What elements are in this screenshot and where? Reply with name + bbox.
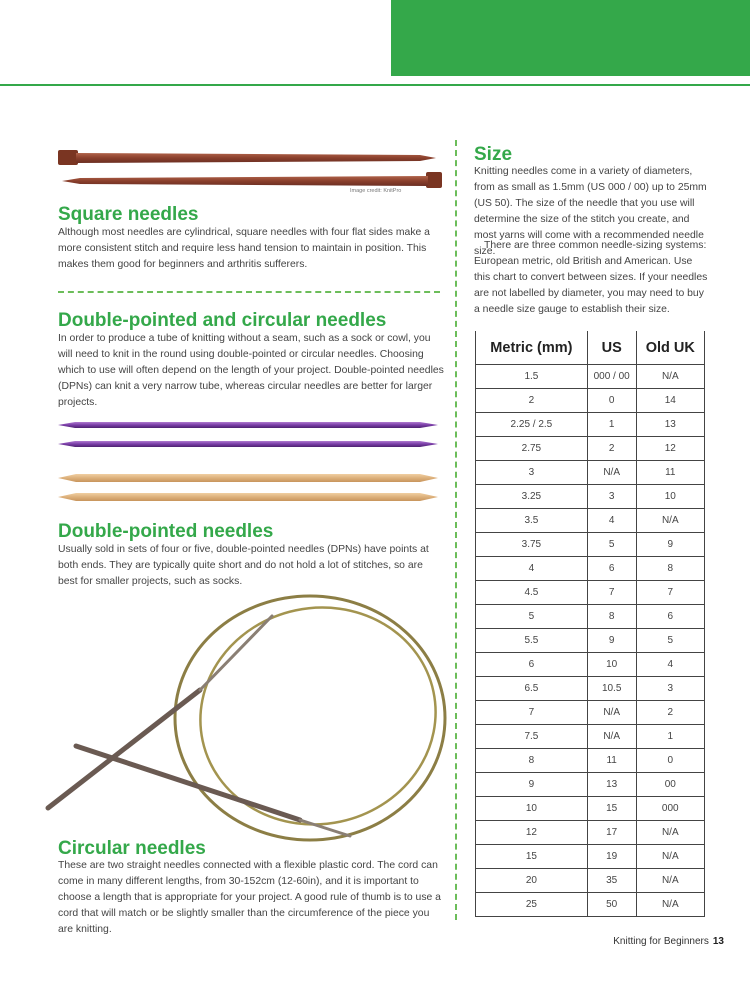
square-needle-bottom: [62, 172, 442, 188]
cell-us: 11: [587, 749, 636, 773]
cell-us: 3: [587, 485, 636, 509]
cell-old-uk: 11: [636, 461, 704, 485]
footer-title: Knitting for Beginners: [613, 936, 709, 947]
table-row: [476, 749, 705, 773]
table-row: [476, 773, 705, 797]
cell-us: 19: [587, 845, 636, 869]
cell-metric: 6.5: [476, 677, 588, 701]
image-credit: Image credit: KnitPro: [350, 188, 402, 194]
circular-needle-art: [48, 586, 456, 846]
cell-us: 50: [587, 893, 636, 917]
cell-metric: 3: [476, 461, 588, 485]
cell-metric: 7: [476, 701, 588, 725]
table-row: [476, 701, 705, 725]
cell-metric: 2.75: [476, 437, 588, 461]
cell-old-uk: 13: [636, 413, 704, 437]
cell-old-uk: 7: [636, 581, 704, 605]
cell-us: 5: [587, 533, 636, 557]
dpn-heading: Double-pointed needles: [58, 521, 274, 542]
table-row: [476, 533, 705, 557]
cell-us: N/A: [587, 725, 636, 749]
cell-old-uk: 4: [636, 653, 704, 677]
cell-old-uk: 2: [636, 701, 704, 725]
square-needles-heading: Square needles: [58, 204, 199, 225]
cell-us: 10: [587, 653, 636, 677]
cell-us: 2: [587, 437, 636, 461]
square-needle-top: [58, 150, 436, 165]
cell-old-uk: N/A: [636, 509, 704, 533]
cell-us: 000 / 00: [587, 365, 636, 389]
purple-dpn-2: [58, 441, 438, 447]
table-row: [476, 413, 705, 437]
needle-size-table: [475, 331, 705, 917]
cell-old-uk: 12: [636, 437, 704, 461]
cell-us: 1: [587, 413, 636, 437]
cell-old-uk: 000: [636, 797, 704, 821]
cell-metric: 9: [476, 773, 588, 797]
table-row: [476, 821, 705, 845]
cell-old-uk: 00: [636, 773, 704, 797]
cell-metric: 2.25 / 2.5: [476, 413, 588, 437]
header-old-uk: Old UK: [636, 331, 704, 365]
cell-us: 10.5: [587, 677, 636, 701]
dpc-heading: Double-pointed and circular needles: [58, 310, 387, 331]
cell-metric: 15: [476, 845, 588, 869]
cell-metric: 3.5: [476, 509, 588, 533]
bamboo-dpn-1: [58, 474, 438, 482]
table-row: [476, 365, 705, 389]
header-metric: Metric (mm): [476, 331, 588, 365]
circular-text: These are two straight needles connected with a flexible plastic cord. The cord can come in many different lengths, from 30-152cm (12-60in), and it is important to choose a length that is appropriate for your project. A good rule of thumb is to use a cord that will match or be slightly smaller than the circumference of the piece you are knitting.: [58, 860, 441, 935]
table-row: [476, 653, 705, 677]
cell-old-uk: 0: [636, 749, 704, 773]
cell-old-uk: 6: [636, 605, 704, 629]
header-us: US: [587, 331, 636, 365]
cell-old-uk: 14: [636, 389, 704, 413]
table-row: [476, 893, 705, 917]
size-paragraph-2: There are three common needle-sizing systems: European metric, old British and American. Use this chart to convert between sizes. If your needles are not labelled by diameter, you may need to buy a needle size gauge to establish their size.: [474, 240, 708, 315]
cell-metric: 6: [476, 653, 588, 677]
table-row: [476, 725, 705, 749]
cell-old-uk: N/A: [636, 821, 704, 845]
page-footer: [613, 936, 724, 947]
cell-us: 13: [587, 773, 636, 797]
cell-us: N/A: [587, 461, 636, 485]
table-row: [476, 677, 705, 701]
table-row: [476, 629, 705, 653]
cell-metric: 20: [476, 869, 588, 893]
cell-us: 8: [587, 605, 636, 629]
cell-us: 4: [587, 509, 636, 533]
cell-us: 17: [587, 821, 636, 845]
cell-metric: 5.5: [476, 629, 588, 653]
cell-old-uk: 9: [636, 533, 704, 557]
table-row: [476, 869, 705, 893]
dpn-text: Usually sold in sets of four or five, double-pointed needles (DPNs) have points at both ends. They are typically quite short and do not hold a lot of stitches, so are best for smaller projects, such as socks.: [58, 544, 429, 587]
table-row: [476, 509, 705, 533]
cell-old-uk: 8: [636, 557, 704, 581]
dpc-text: In order to produce a tube of knitting without a seam, such as a sock or cowl, you will need to knit in the round using double-pointed or circular needles. Choosing which to use will often depend on the length of your project. Double-pointed needles (DPNs) can knit a very narrow tube, whereas circular needles are better for larger projects.: [58, 333, 444, 408]
cell-metric: 2: [476, 389, 588, 413]
cell-old-uk: 5: [636, 629, 704, 653]
size-paragraph-1: Knitting needles come in a variety of diameters, from as small as 1.5mm (US 000 / 00) up to 25mm (US 50). The size of the needle that you use will determine the size of the stitch you create, and most yarns will come with a recommended needle size.: [474, 166, 707, 257]
cell-old-uk: 3: [636, 677, 704, 701]
purple-dpn-1: [58, 422, 438, 428]
cell-us: 15: [587, 797, 636, 821]
cell-metric: 4: [476, 557, 588, 581]
cell-us: N/A: [587, 701, 636, 725]
cell-metric: 10: [476, 797, 588, 821]
size-heading: Size: [474, 144, 513, 165]
table-header-row: [476, 331, 705, 365]
cell-metric: 8: [476, 749, 588, 773]
cell-us: 35: [587, 869, 636, 893]
square-needles-text: Although most needles are cylindrical, square needles with four flat sides make a more consistent stitch and require less hand tension to maintain in position. This makes them good for beginners and arthritis sufferers.: [58, 227, 430, 270]
page-number: 13: [712, 936, 724, 947]
table-row: [476, 389, 705, 413]
cell-old-uk: 10: [636, 485, 704, 509]
table-row: [476, 437, 705, 461]
table-row: [476, 845, 705, 869]
table-row: [476, 605, 705, 629]
table-row: [476, 461, 705, 485]
cell-old-uk: N/A: [636, 845, 704, 869]
cell-old-uk: N/A: [636, 365, 704, 389]
cell-metric: 5: [476, 605, 588, 629]
cell-metric: 3.25: [476, 485, 588, 509]
table-row: [476, 557, 705, 581]
cell-metric: 7.5: [476, 725, 588, 749]
cell-us: 6: [587, 557, 636, 581]
table-row: [476, 485, 705, 509]
cell-old-uk: N/A: [636, 893, 704, 917]
table-row: [476, 797, 705, 821]
cell-us: 9: [587, 629, 636, 653]
cell-us: 7: [587, 581, 636, 605]
cell-us: 0: [587, 389, 636, 413]
cell-old-uk: N/A: [636, 869, 704, 893]
table-row: [476, 581, 705, 605]
cell-old-uk: 1: [636, 725, 704, 749]
cell-metric: 12: [476, 821, 588, 845]
cell-metric: 25: [476, 893, 588, 917]
bamboo-dpn-2: [58, 493, 438, 501]
cell-metric: 3.75: [476, 533, 588, 557]
cell-metric: 4.5: [476, 581, 588, 605]
circular-heading: Circular needles: [58, 838, 206, 859]
cell-metric: 1.5: [476, 365, 588, 389]
